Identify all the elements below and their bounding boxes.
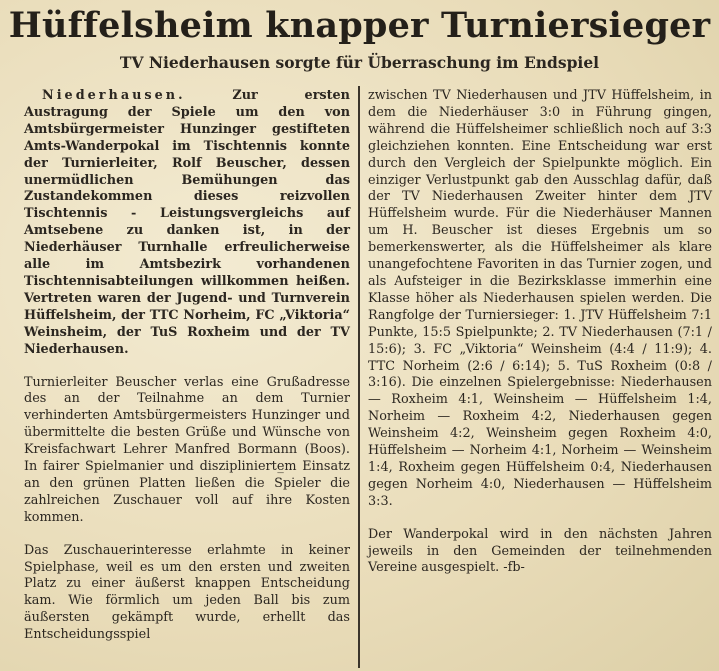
- body-paragraph-2: Turnierleiter Beuscher verlas eine Grußadresse des an der Teilnahme an dem Turnier verhinderten Amtsbürgermeisters Hunzinger und übermittelte die besten Grüße und Wünsche von Kreisfachwart Lehrer Manfred Bormann (Boos). In fairer Spielmanier und disziplinierte̲m Einsatz an den grünen Platten ließen die Spieler die zahlreichen Zuschauer voll auf ihre Kosten kommen.: [24, 374, 350, 525]
- lead-text: Zur ersten Austragung der Spiele um den von Amtsbürgermeister Hunzinger gestifteten Amts-Wanderpokal im Tischtennis konnte der Turnierleiter, Rolf Beuscher, dessen unermüdlichen Bemühungen das Zustandekommen dieses reizvollen Tischtennis - Leistungsvergleichs auf Amtsebene zu danken ist, in der Niederhäuser Turnhalle erfreulicherweise alle im Amtsbezirk vorhandenen Tischtennisabteilungen willkommen heißen. Vertreten waren der Jugend- und Turnverein Hüffelsheim, der TTC Norheim, FC „Viktoria“ Weinsheim, der TuS Roxheim und der TV Niederhausen.: [24, 88, 350, 357]
- body-paragraph-5: Der Wanderpokal wird in den nächsten Jahren jeweils in den Gemeinden der teilnehmenden Vereine ausgespielt. -fb-: [368, 526, 712, 576]
- article-column-right: [368, 88, 712, 577]
- article-subheadline: TV Niederhausen sorgte für Überraschung im Endspiel: [119, 53, 600, 72]
- body-paragraph-3: Das Zuschauerinteresse erlahmte in keiner Spielphase, weil es um den ersten und zweiten Platz zu einer äußerst knappen Entscheidung kam. Wie förmlich um jeden Ball bis zum äußersten gekämpft wurde, erhellt das Entscheidungsspiel: [24, 542, 350, 643]
- column-divider: [358, 86, 360, 668]
- lead-paragraph: [24, 88, 350, 359]
- article-column-left: [24, 88, 350, 644]
- body-paragraph-4: zwischen TV Niederhausen und JTV Hüffelsheim, in dem die Niederhäuser 3:0 in Führung gingen, während die Hüffelsheimer schließlich noch auf 3:3 gleichziehen konnten. Eine Entscheidung war erst durch den Vergleich der Spielpunkte möglich. Ein einziger Verlustpunkt gab den Ausschlag dafür, daß der TV Niederhausen Zweiter hinter dem JTV Hüffelsheim wurde. Für die Niederhäuser Mannen um H. Beuscher ist dieses Ergebnis um so bemerkenswerter, als die Hüffelsheimer als klare unangefochtene Favoriten in das Turnier zogen, und als Aufsteiger in die Bezirksklasse immerhin eine Klasse höher als Niederhausen spielen werden. Die Rangfolge der Turniersieger: 1. JTV Hüffelsheim 7:1 Punkte, 15:5 Spielpunkte; 2. TV Niederhausen (7:1 / 15:6); 3. FC „Viktoria“ Weinsheim (4:4 / 11:9); 4. TTC Norheim (2:6 / 6:14); 5. TuS Roxheim (0:8 / 3:16). Die einzelnen Spielergebnisse: Niederhausen — Roxheim 4:1, Weinsheim — Hüffelsheim 1:4, Norheim — Roxheim 4:2, Niederhausen gegen Weinsheim 4:2, Weinsheim gegen Roxheim 4:0, Hüffelsheim — Norheim 4:1, Norheim — Weinsheim 1:4, Roxheim gegen Hüffelsheim 0:4, Niederhausen gegen Norheim 4:0, Niederhausen — Hüffelsheim 3:3.: [368, 88, 712, 509]
- article-headline: Hüffelsheim knapper Turniersieger: [8, 5, 711, 46]
- dateline: Niederhausen.: [42, 88, 186, 103]
